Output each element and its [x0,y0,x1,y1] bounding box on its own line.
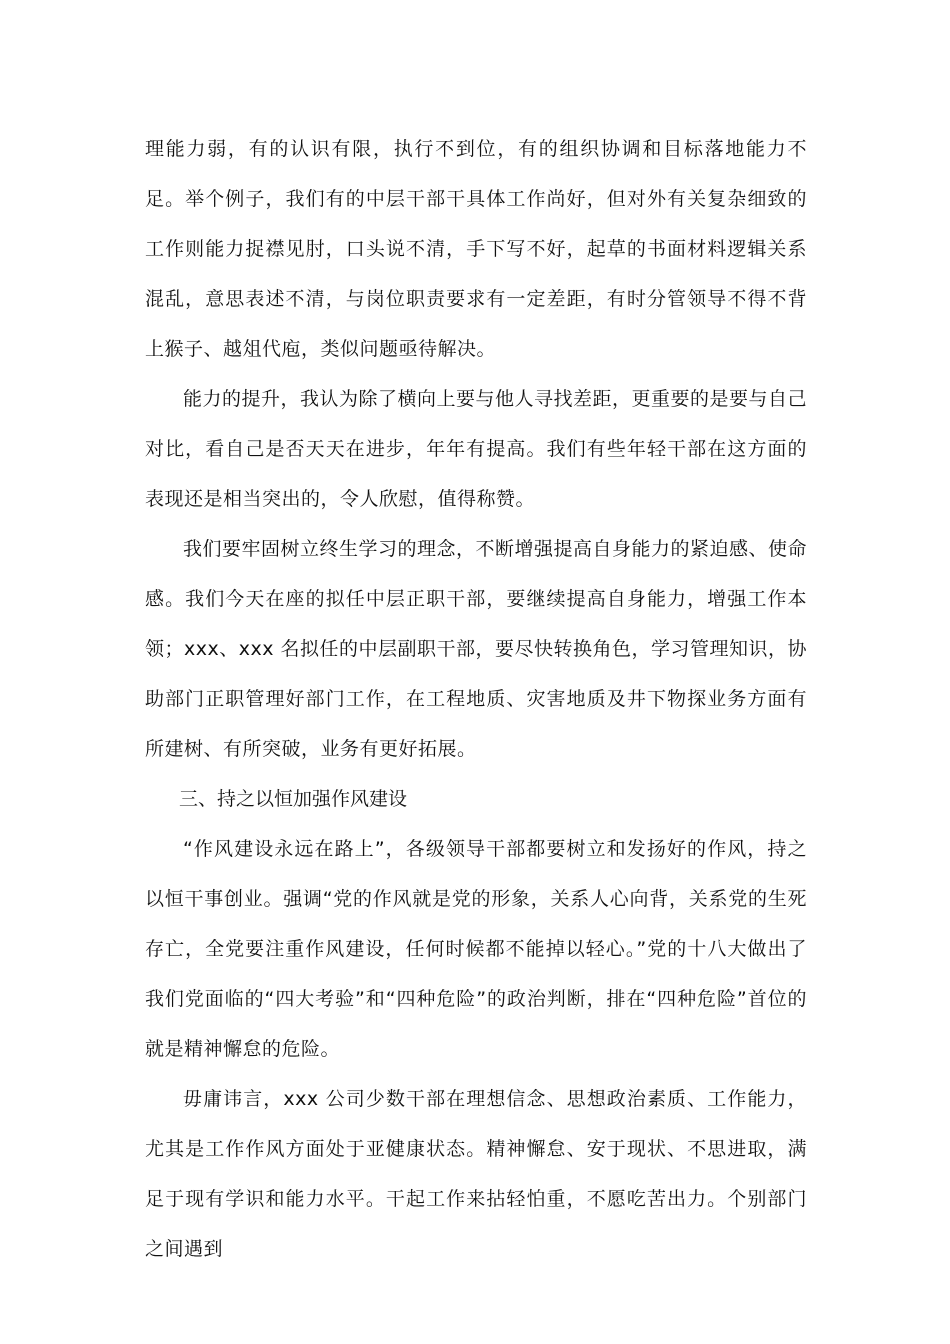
paragraph-work-style: “作风建设永远在路上”，各级领导干部都要树立和发扬好的作风，持之以恒干事创业。强调“党的作风就是党的形象，关系人心向背，关系党的生死存亡，全党要注重作风建设，任何时候都不能掉以轻心。”党的十八大做出了我们党面临的“四大考验”和“四种危险”的政治判断，排在“四种危险”首位的就是精神懈怠的危险。 [145,838,807,1060]
paragraph-lifelong-learning: 我们要牢固树立终生学习的理念，不断增强提高自身能力的紧迫感、使命感。我们今天在座的拟任中层正职干部，要继续提高自身能力，增强工作本领；xxx、xxx 名拟任的中层副职干部，要尽快转换角色，学习管理知识，协助部门正职管理好部门工作，在工程地质、灾害地质及井下物探业务方面有所建树、有所突破，业务有更好拓展。 [145,538,808,760]
document-body [145,124,807,1274]
paragraph-capability-weakness: 理能力弱，有的认识有限，执行不到位，有的组织协调和目标落地能力不足。举个例子，我们有的中层干部干具体工作尚好，但对外有关复杂细致的工作则能力捉襟见肘，口头说不清，手下写不好，起草的书面材料逻辑关系混乱，意思表述不清，与岗位职责要求有一定差距，有时分管领导不得不背上猴子、越俎代庖，类似问题亟待解决。 [145,138,807,360]
section-heading: 三、持之以恒加强作风建设 [179,788,408,810]
paragraph-capability-improvement: 能力的提升，我认为除了横向上要与他人寻找差距，更重要的是要与自己对比，看自己是否天天在进步，年年有提高。我们有些年轻干部在这方面的表现还是相当突出的，令人欣慰，值得称赞。 [145,388,808,510]
paragraph-subhealth-status: 毋庸讳言，xxx 公司少数干部在理想信念、思想政治素质、工作能力，尤其是工作作风方面处于亚健康状态。精神懈怠、安于现状、不思进取，满足于现有学识和能力水平。干起工作来拈轻怕重，不愿吃苦出力。个别部门之间遇到 [145,1088,807,1260]
